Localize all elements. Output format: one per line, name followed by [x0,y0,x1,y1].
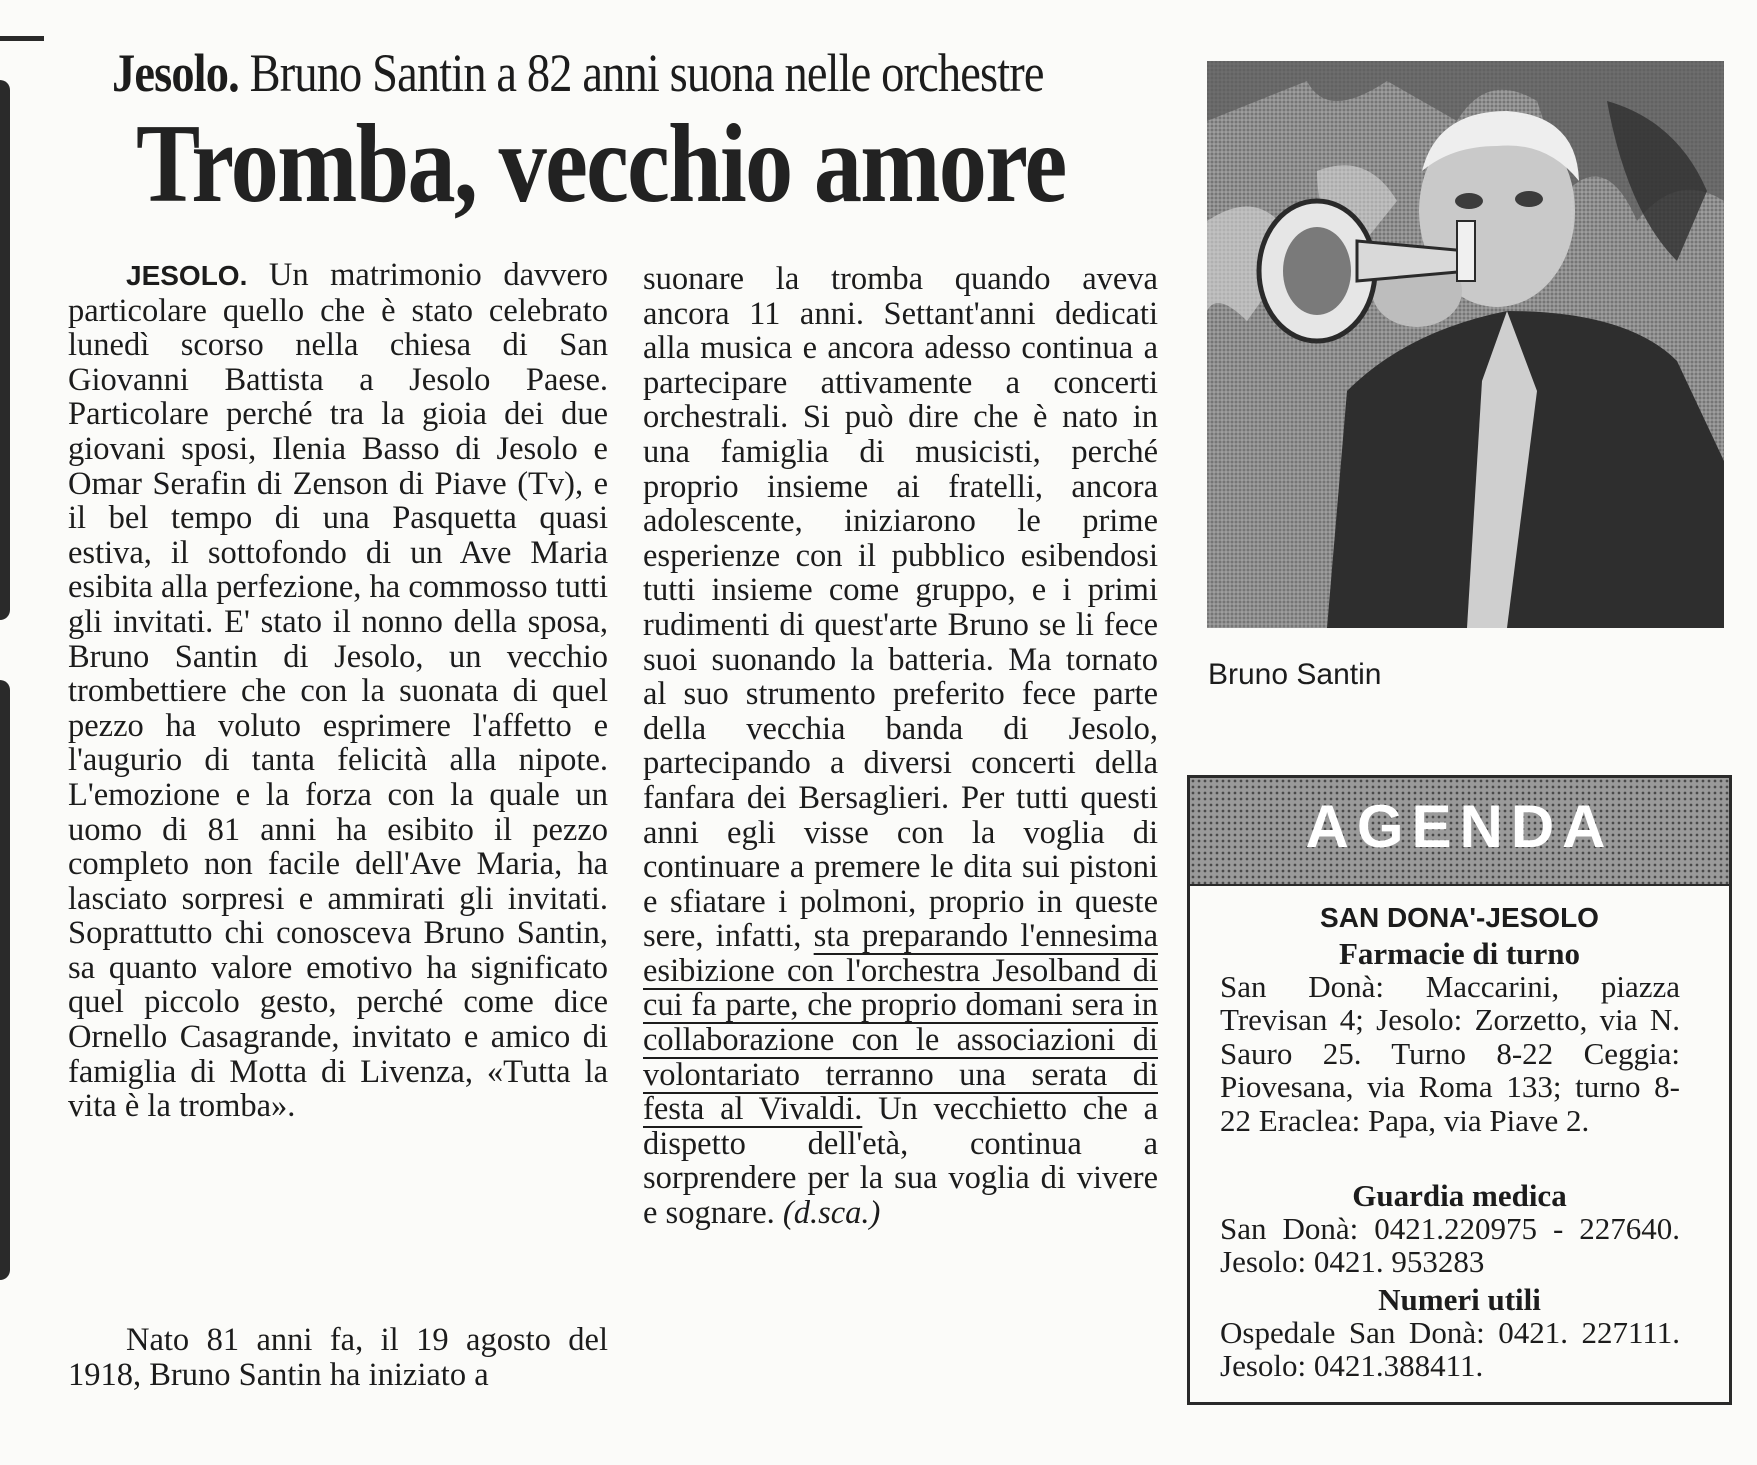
article-paragraph-text: Un matrimonio davvero particolare quello che è stato celebrato lunedì scorso nella chiesa di San Giovanni Battista a Jesolo Paese. Particolare perché tra la gioia dei due giovani sposi, Ilenia Basso di Jesolo e Omar Serafin di Zenson di Piave (Tv), e il bel tempo di una Pasquetta quasi estiva, il sottofondo di un Ave Maria esibita alla perfezione, ha commosso tutti gli invitati. E' stato il nonno della sposa, Bruno Santin di Jesolo, un vecchio trombettiere che con la suonata di quel pezzo ha voluto esprimere l'affetto e l'augurio di tanta felicità alla nipote. L'emozione e la forza con la quale un uomo di 81 anni ha esibito il pezzo completo non facile dell'Ave Maria, ha lasciato sorpresi e ammirati gli invitati. Soprattutto chi conosceva Bruno Santin, sa quanto valore emotivo ha significato quel piccolo gesto, perché come dice Ornello Casagrande, invitato e amico di famiglia di Motta di Livenza, «Tutta la vita è la tromba». [68,257,608,1125]
trumpet-player-illustration [1207,61,1724,628]
agenda-header [1190,778,1729,886]
article-text: suonare la tromba quando aveva ancora 11 anni. Settant'anni dedicati alla musica e ancora adesso continua a partecipare attivamente a concerti orchestrali. Si può dire che è nato in una famiglia di musicisti, perché proprio insieme ai fratelli, ancora adolescente, iniziarono le prime esperienze con il pubblico esibendosi tutti insieme come gruppo, e i primi rudimenti di quest'arte Bruno se li fece suoi suonando la batteria. Ma tornato al suo strumento preferito fece parte della vecchia banda di Jesolo, partecipando a diversi concerti della fanfara dei Bersaglieri. Per tutti questi anni egli visse con la voglia di continuare a premere le dita sui pistoni e sfiatare i polmoni, proprio in queste sere, infatti, [643,261,1158,955]
agenda-section-text: San Donà: 0421.220975 - 227640. Jesolo: 0421. 953283 [1220,1211,1680,1280]
kicker-text: Bruno Santin a 82 anni suona nelle orchestre [249,43,1044,103]
agenda-section-heading: Guardia medica [1352,1178,1567,1213]
photo-caption: Bruno Santin [1208,658,1382,691]
agenda-section-text: Ospedale San Donà: 0421. 227111. Jesolo: 0421.388411. [1220,1315,1680,1384]
agenda-region: SAN DONA'-JESOLO [1320,902,1599,933]
agenda-section-heading: Numeri utili [1378,1282,1541,1317]
agenda-box [1187,775,1732,1405]
article-text: Un vecchietto che a dispetto dell'età, continua a sorprendere per la sua voglia di vivere e sognare. [643,1091,1159,1232]
article-dateline: JESOLO. [126,260,248,291]
page-edge-left-lower [0,680,10,1280]
article-underlined-text: sta preparando l'ennesima esibizione con l'orchestra Jesolband di cui fa parte, che proprio domani sera in collaborazione con le associazioni di volontariato terranno una serata di festa al Vivaldi. [643,918,1159,1128]
kicker-place: Jesolo. [112,43,239,103]
article-paragraph: Nato 81 anni fa, il 19 agosto del 1918, Bruno Santin ha iniziato a [68,1322,608,1393]
agenda-section-heading: Farmacie di turno [1338,936,1581,971]
article-column-1 [68,258,608,1124]
article-paragraph [643,262,1158,1231]
agenda-title: AGENDA [1305,793,1614,860]
agenda-section-text: San Donà: Maccarini, piazza Trevisan 4; Jesolo: Zorzetto, via N. Sauro 25. Turno 8-22 Ceggia: Piovesana, via Roma 133; turno 8-22 Eraclea: Papa, via Piave 2. [1220,969,1680,1138]
article-column-1-end [68,1323,608,1392]
article-byline: (d.sca.) [782,1195,881,1232]
page-edge-top [0,36,44,41]
page-edge-left-upper [0,80,10,620]
article-paragraph [68,258,608,1124]
portrait-photo [1207,61,1724,628]
article-headline: Tromba, vecchio amore [136,102,1066,226]
article-kicker [112,42,1044,104]
article-column-2 [643,262,1158,1231]
